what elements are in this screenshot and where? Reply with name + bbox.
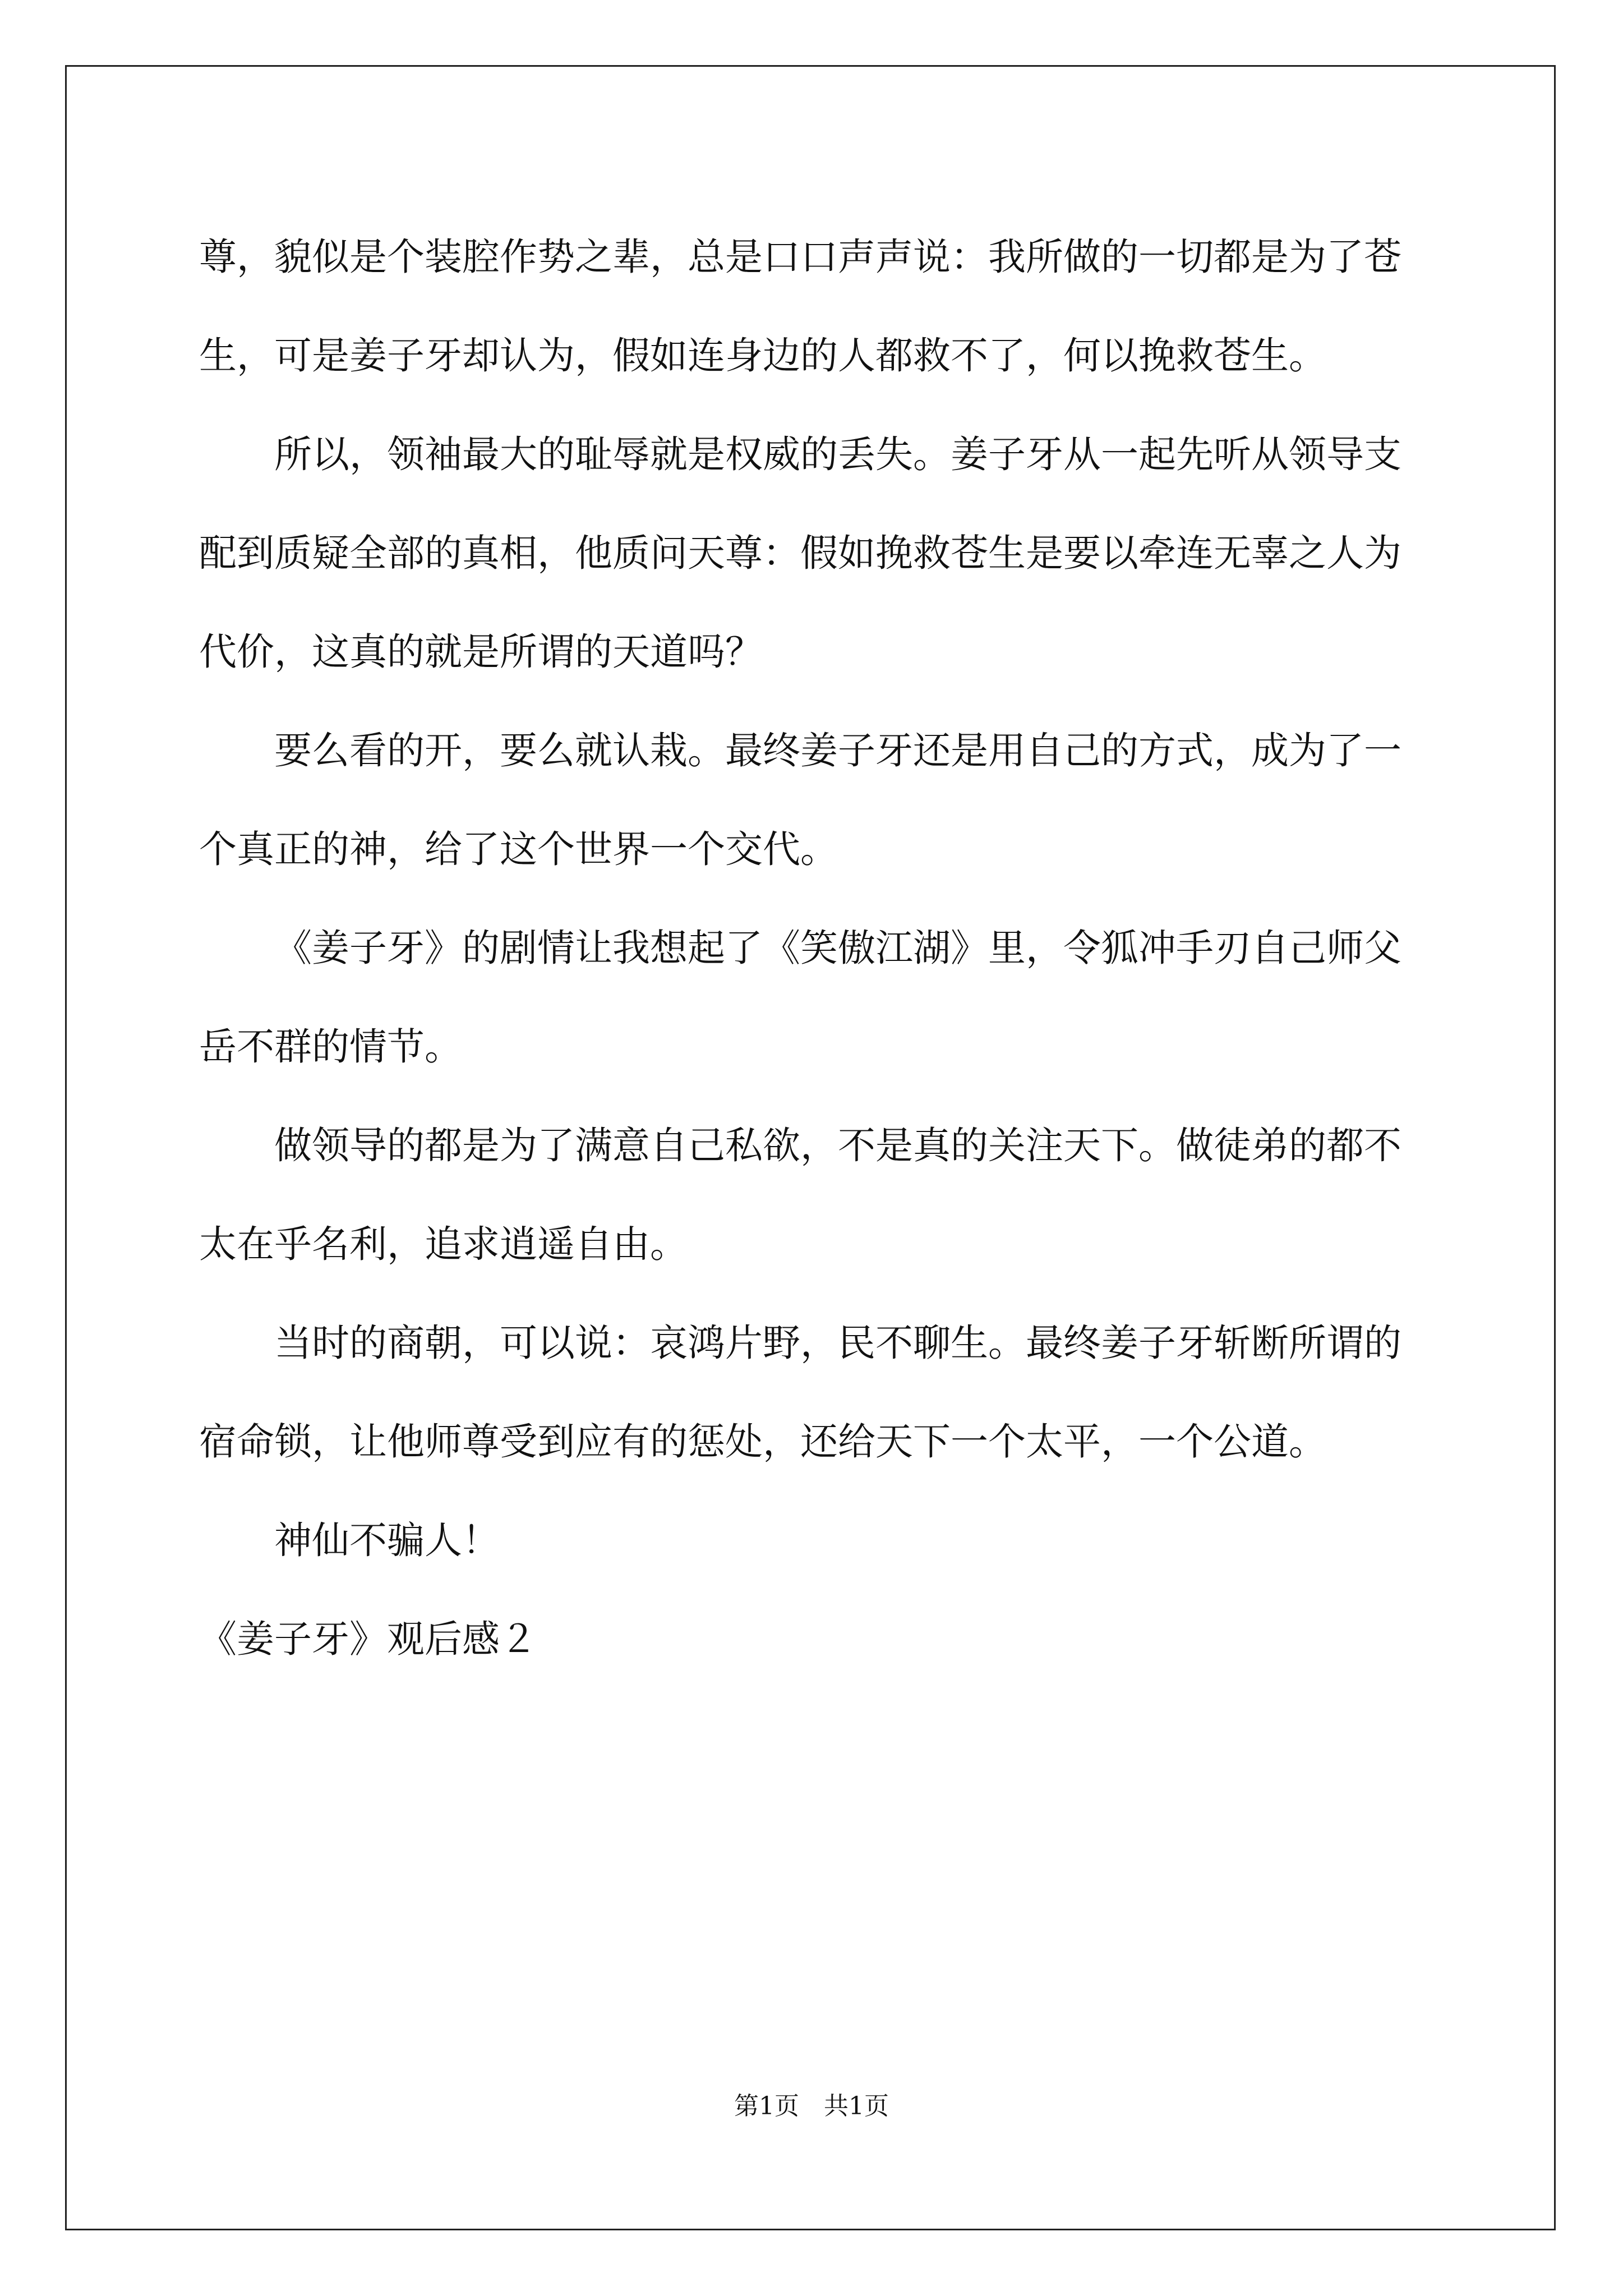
page-footer: 第1页 共1页 bbox=[734, 2092, 889, 2120]
paragraph-2: 所以，领袖最大的耻辱就是权威的丢失。姜子牙从一起先听从领导支配到质疑全部的真相，他质问天尊：假如挽救苍生是要以牵连无辜之人为代价，这真的就是所谓的天道吗？ bbox=[199, 432, 1401, 674]
paragraph-6: 当时的商朝，可以说：哀鸿片野，民不聊生。最终姜子牙斩断所谓的宿命锁，让他师尊受到应有的惩处，还给天下一个太平，一个公道。 bbox=[199, 1321, 1401, 1464]
paragraph-5: 做领导的都是为了满意自己私欲，不是真的关注天下。做徒弟的都不太在乎名利，追求逍遥自由。 bbox=[199, 1124, 1401, 1266]
paragraph-7: 神仙不骗人！ bbox=[274, 1519, 500, 1562]
section-heading: 《姜子牙》观后感２ bbox=[199, 1617, 537, 1661]
paragraph-4: 《姜子牙》的剧情让我想起了《笑傲江湖》里，令狐冲手刃自己师父岳不群的情节。 bbox=[199, 926, 1401, 1069]
document-body bbox=[199, 208, 1433, 1688]
paragraph-3: 要么看的开，要么就认栽。最终姜子牙还是用自己的方式，成为了一个真正的神，给了这个世界一个交代。 bbox=[199, 729, 1401, 871]
paragraph-1: 尊，貌似是个装腔作势之辈，总是口口声声说：我所做的一切都是为了苍生，可是姜子牙却认为，假如连身边的人都救不了，何以挽救苍生。 bbox=[199, 235, 1401, 378]
